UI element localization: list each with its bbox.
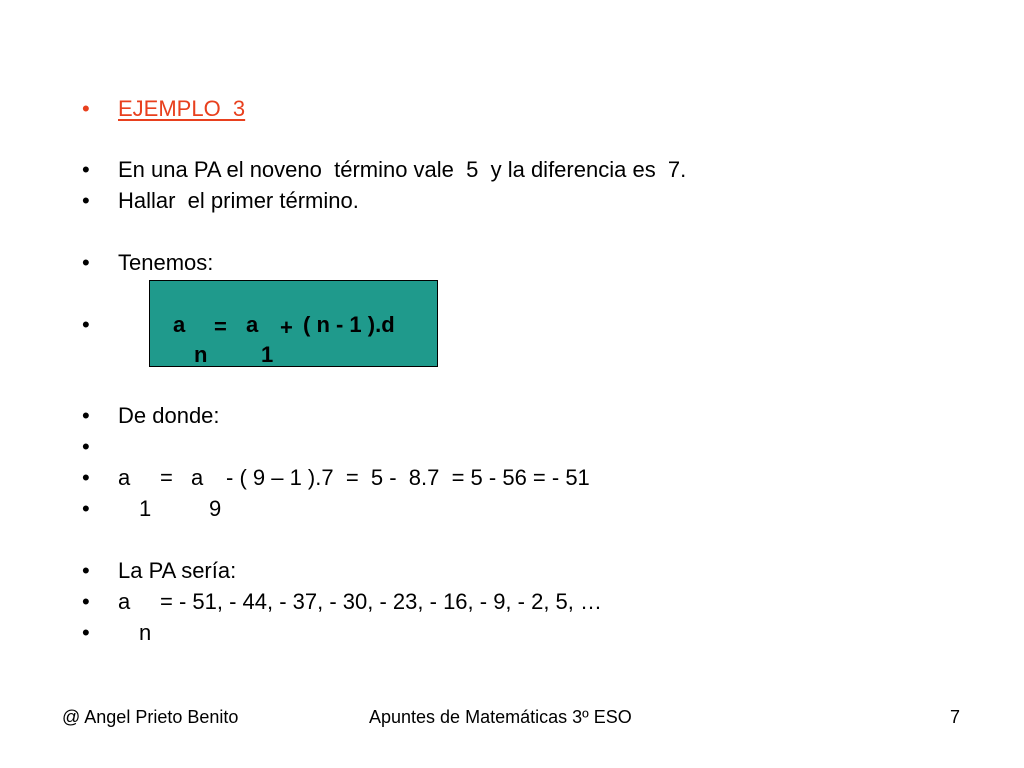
formula-rest: ( n - 1 ).d [303,312,395,337]
footer-course: Apuntes de Matemáticas 3º ESO [369,707,632,727]
bullet-tenemos: • [82,250,90,275]
bullet-de-donde: • [82,403,90,428]
bullet-pa-label: • [82,558,90,583]
tenemos-label: Tenemos: [118,250,214,275]
calc-equals: = [160,465,173,490]
footer-author: @ Angel Prieto Benito [62,707,239,727]
calc-subscript-9: 9 [209,496,222,521]
bullet-calc: • [82,465,90,490]
footer-page-number: 7 [950,707,961,727]
bullet-problem-2: • [82,188,90,213]
sequence-values: = - 51, - 44, - 37, - 30, - 23, - 16, - 9, - 2, 5, … [160,589,603,614]
bullet-calc-sub: • [82,496,90,521]
de-donde-label: De donde: [118,403,220,428]
bullet-formula: • [82,312,90,337]
calc-rest: - ( 9 – 1 ).7 = 5 - 8.7 = 5 - 56 = - 51 [226,465,590,490]
formula-subscript-1: 1 [261,342,274,367]
slide-title: EJEMPLO 3 [118,96,246,121]
bullet-sequence: • [82,589,90,614]
problem-line-1: En una PA el noveno término vale 5 y la diferencia es 7. [118,157,687,182]
formula-a1: a [246,312,259,337]
calc-a: a [118,465,131,490]
bullet-problem-1: • [82,157,90,182]
bullet-empty: • [82,434,90,459]
pa-label: La PA sería: [118,558,237,583]
formula-a: a [173,312,186,337]
calc-a9: a [191,465,204,490]
bullet-sequence-sub: • [82,620,90,645]
calc-subscript-1: 1 [139,496,152,521]
formula-plus: + [280,315,293,340]
bullet-title: • [82,96,90,121]
formula-equals: = [214,314,227,339]
formula-subscript-n: n [194,342,208,367]
sequence-subscript-n: n [139,620,152,645]
problem-line-2: Hallar el primer término. [118,188,359,213]
sequence-a: a [118,589,131,614]
